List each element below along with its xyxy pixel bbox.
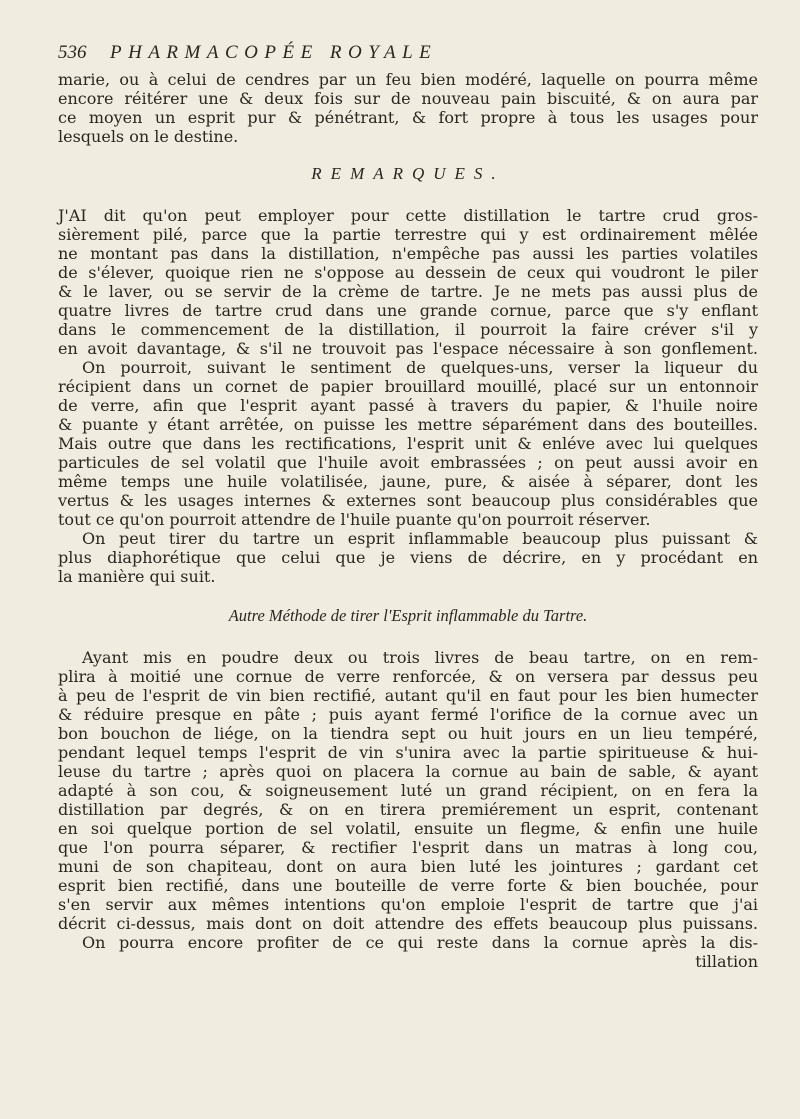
text-line: de s'élever, quoique rien ne s'oppose au dessein de ceux qui voudront le piler: [58, 263, 758, 282]
text-line: lesquels on le destine.: [58, 127, 239, 146]
text-line: & puante y étant arrêtée, on puisse les mettre séparément dans des bouteilles.: [58, 415, 758, 434]
running-head: [58, 42, 758, 66]
text-line: distillation par degrés, & on en tirera premiérement un esprit, contenant: [58, 800, 758, 819]
subheading-autre-methode: Autre Méthode de tirer l'Esprit inflammable du Tartre.: [228, 606, 588, 625]
text-line: s'en servir aux mêmes intentions qu'on emploie l'esprit de tartre que j'ai: [58, 895, 758, 914]
text-line: en avoit davantage, & s'il ne trouvoit pas l'espace nécessaire à son gonflement.: [58, 339, 758, 358]
text-line: bon bouchon de liége, on la tiendra sept ou huit jours en un lieu tempéré,: [58, 724, 758, 743]
text-line: sièrement pilé, parce que la partie terrestre qui y est ordinairement mêlée: [58, 225, 758, 244]
paragraph-method: [58, 648, 758, 971]
running-title: PHARMACOPÉE ROYALE: [110, 42, 438, 63]
text-line: particules de sel volatil que l'huile avoit embrassées ; on peut aussi avoir en: [58, 453, 758, 472]
text-line: décrit ci-dessus, mais dont on doit attendre des effets beaucoup plus puissans.: [58, 914, 758, 933]
text-line: même temps une huile volatilisée, jaune, pure, & aisée à séparer, dont les: [58, 472, 758, 491]
text-line: On pourra encore profiter de ce qui reste dans la cornue après la dis-: [82, 933, 758, 952]
page-number: 536: [58, 42, 87, 63]
text-line: On pourroit, suivant le sentiment de quelques-uns, verser la liqueur du: [82, 358, 758, 377]
text-line: la manière qui suit.: [58, 567, 216, 586]
text-line: dans le commencement de la distillation, il pourroit la faire créver s'il y: [58, 320, 758, 339]
text-line: vertus & les usages internes & externes sont beaucoup plus considérables que: [58, 491, 758, 510]
catchword: tillation: [695, 952, 758, 971]
text-line: plira à moitié une cornue de verre renforcée, & on versera par dessus peu: [58, 667, 758, 686]
section-heading-remarques: REMARQUES.: [311, 164, 505, 183]
remarques-paragraph: [58, 206, 758, 358]
text-line: adapté à son cou, & soigneusement luté un grand récipient, on en fera la: [58, 781, 758, 800]
paragraph-rectification: [58, 358, 758, 529]
text-line: pendant lequel temps l'esprit de vin s'unira avec la partie spiritueuse & hui-: [58, 743, 758, 762]
text-line: On peut tirer du tartre un esprit inflammable beaucoup plus puissant &: [82, 529, 758, 548]
text-line: & le laver, ou se servir de la crème de tartre. Je ne mets pas aussi plus de: [58, 282, 758, 301]
text-line: Ayant mis en poudre deux ou trois livres de beau tartre, on en rem-: [82, 648, 758, 667]
text-line: récipient dans un cornet de papier brouillard mouillé, placé sur un entonnoir: [58, 377, 758, 396]
text-line: ce moyen un esprit pur & pénétrant, & fort propre à tous les usages pour: [58, 108, 758, 127]
text-line: esprit bien rectifié, dans une bouteille de verre forte & bien bouchée, pour: [58, 876, 758, 895]
text-line: ne montant pas dans la distillation, n'empêche pas aussi les parties volatiles: [58, 244, 758, 263]
text-line: muni de son chapiteau, dont on aura bien luté les jointures ; gardant cet: [58, 857, 758, 876]
text-line: plus diaphorétique que celui que je viens de décrire, en y procédant en: [58, 548, 758, 567]
paragraph-esprit-inflammable: [58, 529, 758, 586]
text-line: quatre livres de tartre crud dans une grande cornue, parce que s'y enflant: [58, 301, 758, 320]
intro-paragraph: [58, 70, 758, 146]
text-line: que l'on pourra séparer, & rectifier l'esprit dans un matras à long cou,: [58, 838, 758, 857]
text-line: tout ce qu'on pourroit attendre de l'huile puante qu'on pourroit réserver.: [58, 510, 651, 529]
text-line: marie, ou à celui de cendres par un feu bien modéré, laquelle on pourra même: [58, 70, 758, 89]
text-line: de verre, afin que l'esprit ayant passé à travers du papier, & l'huile noire: [58, 396, 758, 415]
text-line: & réduire presque en pâte ; puis ayant fermé l'orifice de la cornue avec un: [58, 705, 758, 724]
text-line: encore réitérer une & deux fois sur de nouveau pain biscuité, & on aura par: [58, 89, 758, 108]
text-line: Mais outre que dans les rectifications, l'esprit unit & enléve avec lui quelques: [58, 434, 758, 453]
text-line: à peu de l'esprit de vin bien rectifié, autant qu'il en faut pour les bien humecter: [58, 686, 758, 705]
text-line: J'AI dit qu'on peut employer pour cette distillation le tartre crud gros-: [58, 206, 758, 225]
text-line: leuse du tartre ; après quoi on placera la cornue au bain de sable, & ayant: [58, 762, 758, 781]
text-line: en soi quelque portion de sel volatil, ensuite un flegme, & enfin une huile: [58, 819, 758, 838]
